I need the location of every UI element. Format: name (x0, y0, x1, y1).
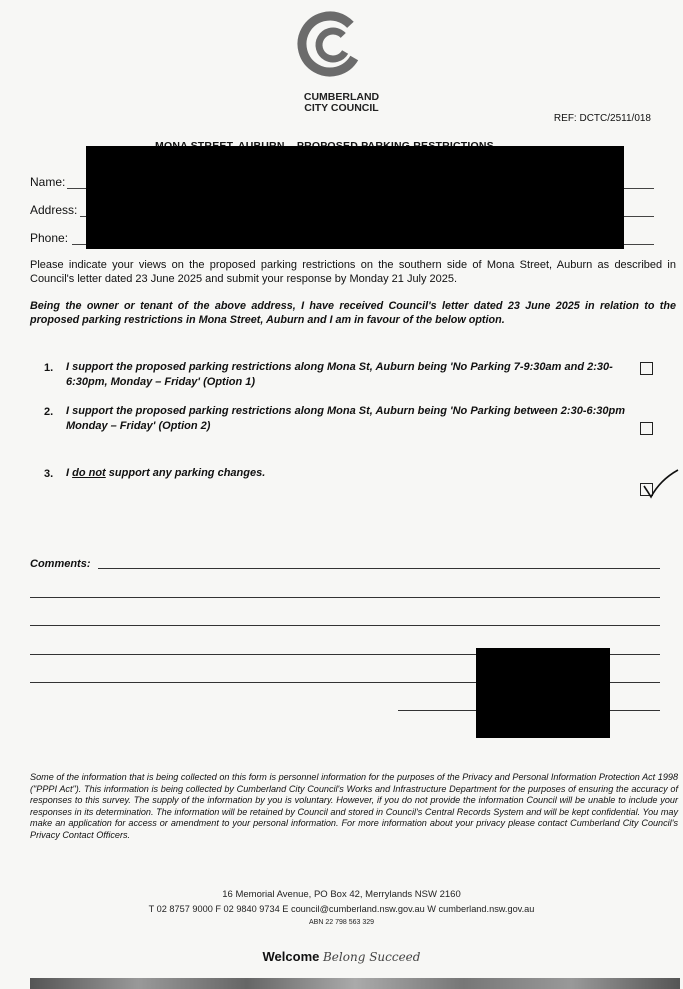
option-1-checkbox[interactable] (640, 362, 653, 375)
comments-line-1[interactable] (98, 568, 660, 569)
option-2-text: I support the proposed parking restrictions along Mona St, Auburn being 'No Parking between 2:30-6:30pm Monday – Friday' (Option 2) (66, 405, 625, 432)
council-tagline (0, 949, 683, 964)
signature-redaction (476, 648, 610, 738)
option-2-number: 2. (44, 406, 54, 418)
name-label: Name: (30, 175, 66, 189)
comments-line-3[interactable] (30, 625, 660, 626)
footer-image-strip (30, 978, 680, 989)
intro-paragraph: Please indicate your views on the proposed parking restrictions on the southern side of Mona Street, Auburn as described in Council's letter dated 23 June 2025 and submit your response by Monday 21 July 2025. (30, 259, 676, 285)
privacy-notice: Some of the information that is being collected on this form is personnel information for the purposes of the Privacy and Personal Information Protection Act 1998 ("PPPI Act"). This information is being collected by Cumberland City Council's Works and Infrastructure Department for the purposes of ensuring the accuracy of responses to this survey. The supply of the information by you is voluntary. However, if you do not provide the information Council will be unable to include your responses in its determination. The information will be retained by Council and stored in Council's Central Records System and will be kept confidential. You may make an application for access or amendment to your personal information. For more information about your privacy please contact Cumberland City Council's Privacy Contact Officers. (30, 772, 678, 840)
option-3-text-underlined: do not (72, 467, 106, 479)
reference-number: REF: DCTC/2511/018 (553, 113, 651, 124)
tagline-belong-succeed: Belong Succeed (322, 950, 421, 964)
tagline-welcome: Welcome (262, 949, 320, 964)
address-label: Address: (30, 203, 78, 217)
comments-label: Comments: (30, 558, 91, 570)
option-3-number: 3. (44, 468, 54, 480)
org-name-line1: CUMBERLAND (303, 91, 380, 103)
option-3-text (66, 466, 636, 481)
check-mark-icon (642, 466, 682, 500)
footer-abn: ABN 22 798 563 329 (309, 919, 374, 926)
comments-line-2[interactable] (30, 597, 660, 598)
option-3-text-pre: I (66, 467, 73, 479)
option-3-text-post: support any parking changes. (105, 467, 266, 479)
footer-address: 16 Memorial Avenue, PO Box 42, Merrylands NSW 2160 (222, 889, 461, 900)
redaction-block (86, 146, 624, 249)
option-1-number: 1. (44, 362, 54, 374)
cumberland-logo-icon (296, 8, 364, 80)
option-1-text: I support the proposed parking restrictions along Mona St, Auburn being 'No Parking 7-9:30am and 2:30-6:30pm, Monday – Friday' (Option 1) (66, 361, 613, 388)
option-3-check-mark (642, 466, 682, 500)
council-logo (296, 8, 364, 80)
option-2-checkbox[interactable] (640, 422, 653, 435)
footer-contacts: T 02 8757 9000 F 02 9840 9734 E council@cumberland.nsw.gov.au W cumberland.nsw.gov.au (148, 904, 535, 914)
phone-label: Phone: (30, 231, 69, 245)
org-name-line2: CITY COUNCIL (304, 102, 379, 114)
declaration-paragraph: Being the owner or tenant of the above address, I have received Council's letter dated 23 June 2025 in relation to the proposed parking restrictions in Mona Street, Auburn and I am in favour of the below option. (30, 300, 676, 326)
